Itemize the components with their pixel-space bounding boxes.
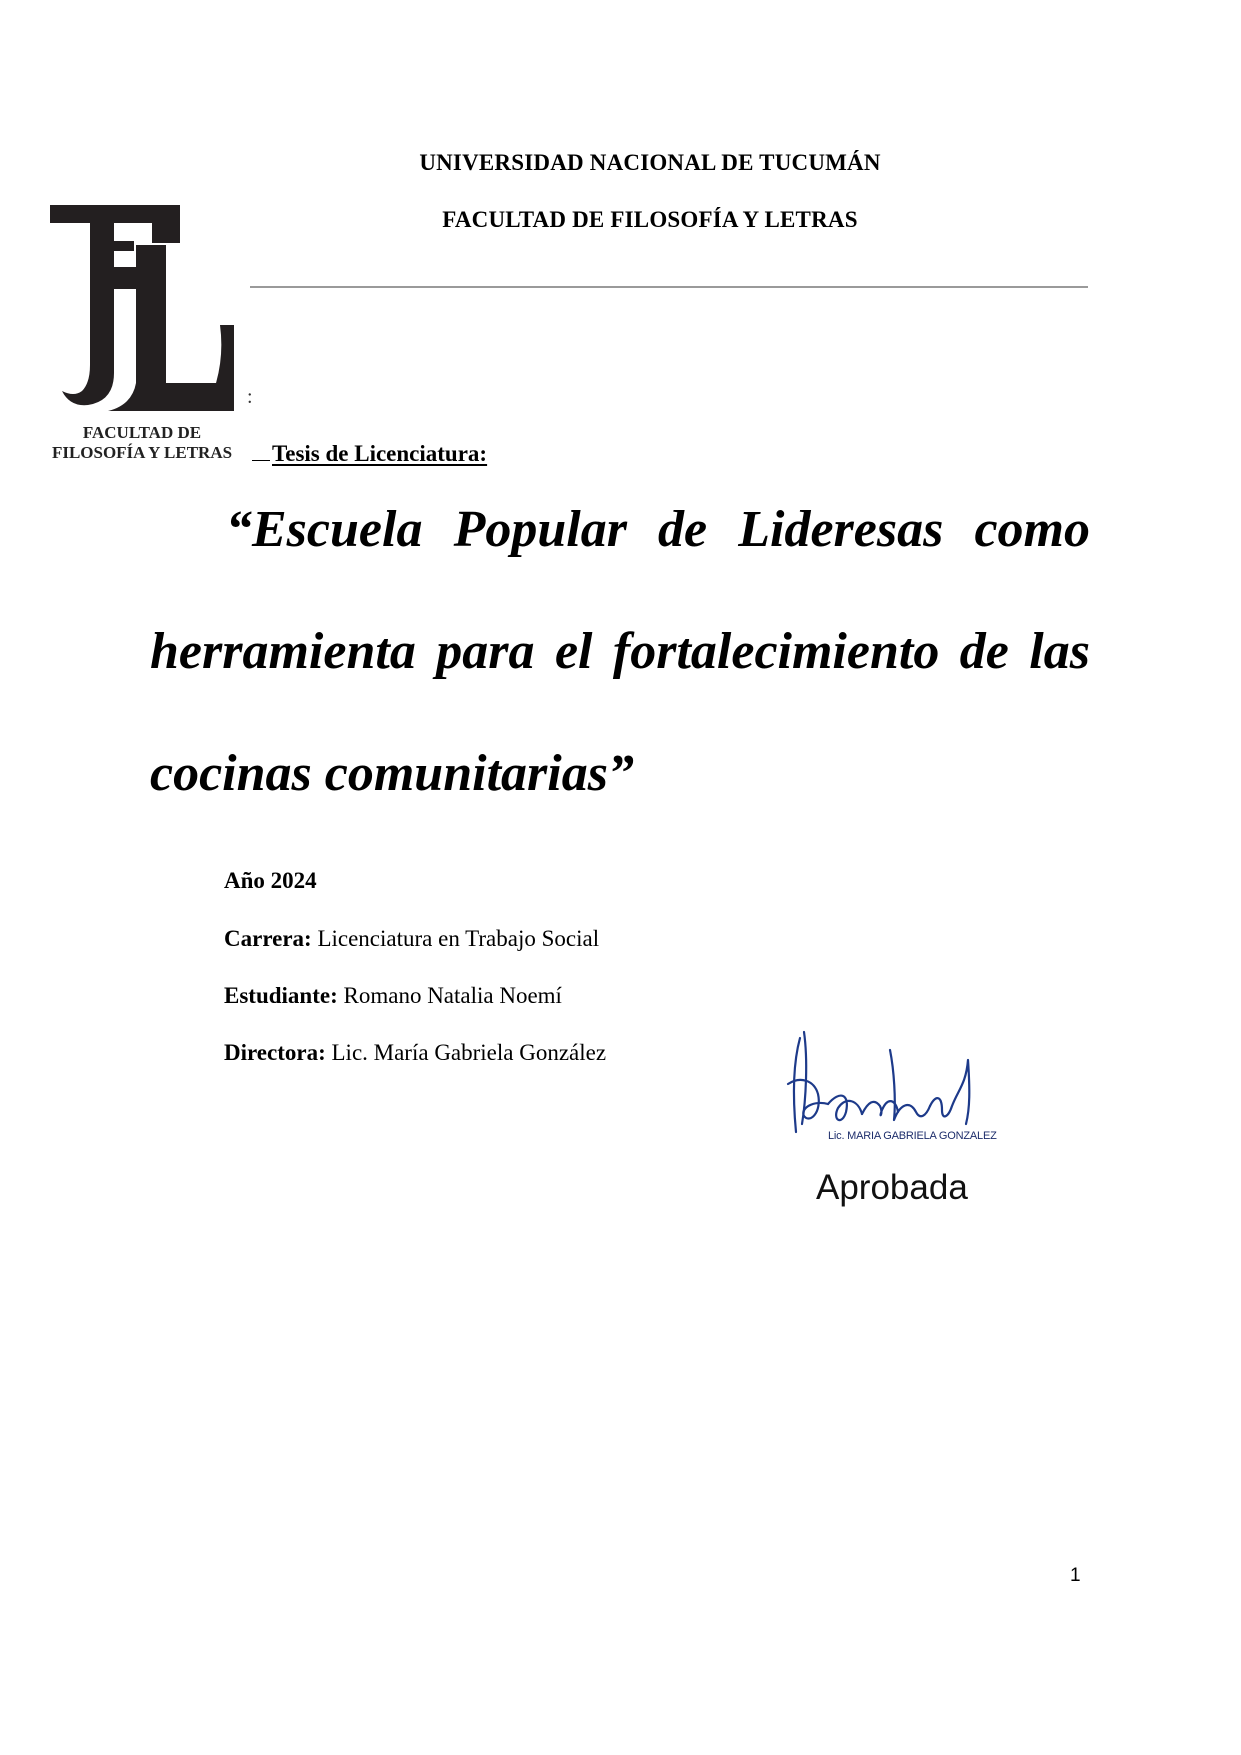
career-label: Carrera: [224, 926, 312, 951]
label-leader [252, 440, 270, 461]
page-number: 1 [1070, 1565, 1081, 1586]
thesis-label [252, 440, 487, 467]
university-name: UNIVERSIDAD NACIONAL DE TUCUMÁN [419, 150, 881, 175]
thesis-title-line2: herramienta para el fortalecimiento de las [150, 623, 1090, 680]
thesis-year: Año 2024 [224, 868, 317, 893]
thesis-label-text: Tesis de Licenciatura: [272, 441, 488, 466]
director-value: Lic. María Gabriela González [331, 1040, 607, 1065]
director-label: Directora: [224, 1040, 326, 1065]
header-divider [250, 286, 1088, 288]
student-value: Romano Natalia Noemí [343, 983, 562, 1008]
director-signature [770, 1020, 1010, 1150]
student-line [224, 983, 562, 1009]
signature-caption: Lic. MARIA GABRIELA GONZALEZ [828, 1130, 997, 1142]
director-line [224, 1040, 606, 1066]
career-value: Licenciatura en Trabajo Social [317, 926, 600, 951]
signature-icon [770, 1020, 1010, 1140]
faculty-logo [48, 205, 236, 465]
career-line [224, 926, 599, 952]
logo-caption-line2: FILOSOFÍA Y LETRAS [51, 443, 233, 462]
stray-mark: : [247, 386, 253, 408]
thesis-title-line3: cocinas comunitarias” [150, 745, 634, 802]
fl-logo-icon [48, 205, 236, 415]
faculty-name: FACULTAD DE FILOSOFÍA Y LETRAS [442, 207, 858, 232]
student-label: Estudiante: [224, 983, 338, 1008]
approval-status: Aprobada [816, 1168, 968, 1207]
logo-caption-line1: FACULTAD DE [82, 423, 202, 442]
thesis-title-line1: “Escuela Popular de Lideresas como [226, 501, 1090, 558]
